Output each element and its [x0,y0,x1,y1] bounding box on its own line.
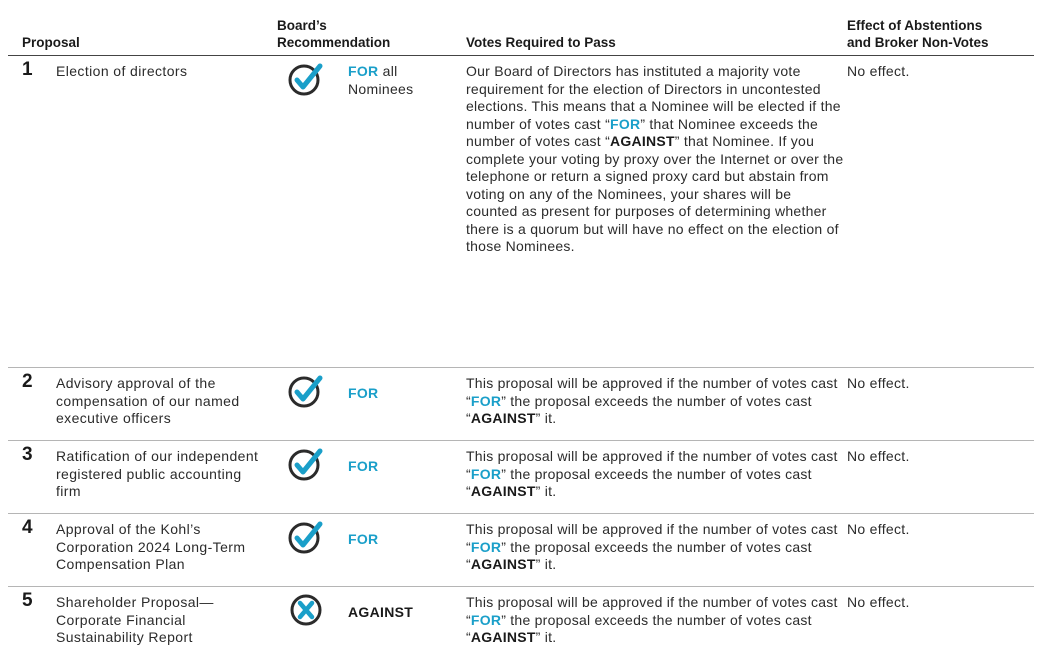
votes-keyword-for: FOR [610,115,641,132]
proposal-number: 4 [22,517,33,538]
effect-text: No effect. [847,448,910,464]
header-board-line2: Recommendation [277,35,391,50]
votes-required-text [466,63,844,256]
header-effect-line1: Effect of Abstentions [847,18,983,33]
board-recommendation [348,385,378,403]
votes-required-text [466,521,844,574]
rec-keyword: AGAINST [348,604,414,620]
board-recommendation [348,458,378,476]
votes-text-part: ” that Nominee exceeds the number of votes cast “ [466,115,819,149]
header-votes-required: Votes Required to Pass [466,35,616,50]
proposal-row-1 [8,56,1034,368]
proposal-number: 2 [22,371,33,392]
check-circle-icon [288,61,324,97]
check-circle-icon [288,373,324,409]
proposal-row-3 [8,441,1034,514]
proposal-name: Advisory approval of the compensation of our named executive officers [56,375,240,426]
votes-text-part: This proposal will be approved if the number of votes cast “ [466,375,838,409]
votes-text-part: ” the proposal exceeds the number of votes cast “ [466,465,812,499]
votes-required-text [466,594,844,647]
rec-rest: all [378,63,398,79]
votes-required-text [466,375,844,428]
board-recommendation [348,604,413,622]
votes-text-part: This proposal will be approved if the number of votes cast “ [466,594,838,628]
proposals-table [8,0,1034,659]
effect-text: No effect. [847,594,910,610]
votes-keyword-for: FOR [470,392,502,409]
votes-text-part: ” it. [535,410,557,426]
proposal-number: 3 [22,444,33,465]
header-proposal: Proposal [22,35,80,50]
votes-text-part: ” it. [535,483,557,499]
board-recommendation [348,531,378,549]
votes-text-part: Our Board of Directors has instituted a majority vote requirement for the election of Directors in uncontested elections. This means that a Nominee will be elected if the number of votes cast “ [466,63,841,132]
rec-keyword: FOR [348,531,379,547]
proposal-number: 5 [22,590,33,611]
rec-keyword: FOR [348,385,379,401]
votes-text-part: This proposal will be approved if the number of votes cast “ [466,521,838,555]
votes-keyword-against: AGAINST [470,410,536,426]
votes-text-part: This proposal will be approved if the number of votes cast “ [466,448,838,482]
header-board-recommendation [277,17,390,51]
proposal-name: Shareholder Proposal—Corporate Financial Sustainability Report [56,594,214,645]
proposal-number: 1 [22,59,33,80]
votes-text-part: ” it. [535,556,557,572]
board-recommendation [348,63,413,98]
proposal-row-5 [8,587,1034,659]
votes-text-part: ” the proposal exceeds the number of votes cast “ [466,538,812,572]
votes-keyword-against: AGAINST [610,133,675,149]
header-board-line1: Board’s [277,18,327,33]
proposal-name: Ratification of our independent registered public accounting firm [56,448,259,499]
votes-text-part: ” it. [535,629,557,645]
votes-text-part: ” that Nominee. If you complete your voting by proxy over the Internet or over the telephone or return a signed proxy card but abstain from voting on any of the Nominees, your shares will be counted as present for purposes of determining whether there is a quorum but will have no effect on the election of those Nominees. [466,133,844,254]
votes-keyword-against: AGAINST [470,629,536,645]
effect-text: No effect. [847,63,910,79]
votes-text-part: ” the proposal exceeds the number of votes cast “ [466,392,812,426]
votes-required-text [466,448,844,501]
header-effect-line2: and Broker Non-Votes [847,35,989,50]
votes-keyword-for: FOR [470,611,502,628]
proposal-row-4 [8,514,1034,587]
table-header [8,0,1034,56]
header-effect [847,17,989,51]
rec-keyword: FOR [348,63,379,79]
votes-keyword-for: FOR [470,538,502,555]
votes-keyword-for: FOR [470,465,502,482]
votes-keyword-against: AGAINST [470,556,536,572]
votes-keyword-against: AGAINST [470,483,536,499]
proposal-name: Approval of the Kohl’s Corporation 2024 Long-Term Compensation Plan [56,521,246,572]
votes-text-part: ” the proposal exceeds the number of votes cast “ [466,611,812,645]
rec-line2: Nominees [348,80,414,97]
effect-text: No effect. [847,521,910,537]
check-circle-icon [288,446,324,482]
rec-keyword: FOR [348,458,379,474]
x-circle-icon [288,592,324,628]
effect-text: No effect. [847,375,910,391]
proposal-name: Election of directors [56,63,188,79]
check-circle-icon [288,519,324,555]
proposal-row-2 [8,368,1034,441]
